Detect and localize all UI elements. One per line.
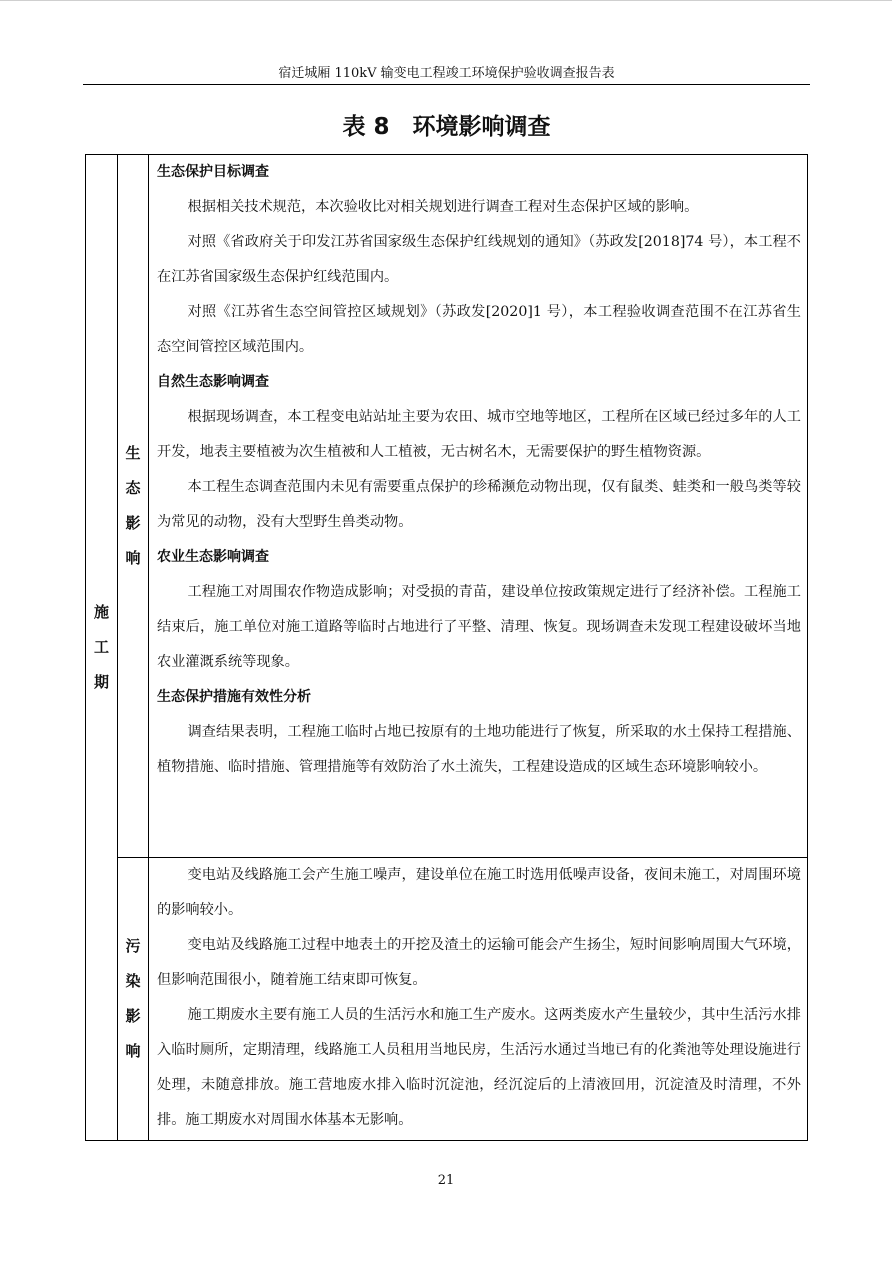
page-number: 21: [437, 1173, 455, 1188]
ecology-label-char: 态: [125, 479, 141, 497]
top-border-line: [0, 0, 892, 1]
ecology-label-char: 生: [125, 444, 141, 462]
paragraph: 施工期废水主要有施工人员的生活污水和施工生产废水。这两类废水产生量较少，其中生活污水排入临时厕所，定期清理，线路施工人员租用当地民房，生活污水通过当地已有的化粪池等处理设施进行处理，未随意排放。施工营地废水排入临时沉淀池，经沉淀后的上清液回用，沉淀渣及时清理，不外排。施工期废水对周围水体基本无影响。: [157, 1007, 801, 1128]
ecology-label-cell: [118, 155, 149, 858]
paragraph: 本工程生态调查范围内未见有需要重点保护的珍稀濒危动物出现，仅有鼠类、蛙类和一般鸟类等较为常见的动物，没有大型野生兽类动物。: [157, 479, 801, 530]
phase-label-char: 施: [93, 603, 109, 621]
pollution-label-char: 染: [125, 972, 141, 990]
section-heading: 生态保护措施有效性分析: [157, 689, 311, 705]
header-rule: [83, 84, 810, 85]
section-heading: 生态保护目标调查: [157, 164, 269, 180]
section-heading: 自然生态影响调查: [157, 374, 269, 390]
pollution-content-cell: [149, 858, 808, 1141]
ecology-label-char: 影: [125, 514, 141, 532]
pollution-label-char: 污: [125, 937, 141, 955]
pollution-label-cell: [118, 858, 149, 1141]
page-header: 宿迁城厢 110kV 输变电工程竣工环境保护验收调查报告表: [278, 66, 615, 81]
paragraph: 根据相关技术规范，本次验收比对相关规划进行调查工程对生态保护区域的影响。: [187, 199, 699, 215]
paragraph: 对照《省政府关于印发江苏省国家级生态保护红线规划的通知》（苏政发[2018]74 号），本工程不在江苏省国家级生态保护红线范围内。: [157, 234, 801, 285]
paragraph: 变电站及线路施工会产生施工噪声，建设单位在施工时选用低噪声设备，夜间未施工，对周围环境的影响较小。: [157, 867, 801, 918]
paragraph: 调查结果表明，工程施工临时占地已按原有的土地功能进行了恢复，所采取的水土保持工程措施、植物措施、临时措施、管理措施等有效防治了水土流失，工程建设造成的区域生态环境影响较小。: [157, 724, 801, 775]
phase-label-char: 期: [93, 673, 109, 691]
impact-survey-table: [85, 154, 808, 1141]
phase-label-char: 工: [93, 638, 109, 656]
ecology-label-char: 响: [125, 549, 141, 567]
pollution-label-char: 响: [125, 1042, 141, 1060]
section-heading: 农业生态影响调查: [157, 549, 269, 565]
paragraph: 变电站及线路施工过程中地表土的开挖及渣土的运输可能会产生扬尘，短时间影响周围大气环境，但影响范围很小，随着施工结束即可恢复。: [157, 937, 801, 988]
paragraph: 对照《江苏省生态空间管控区域规划》（苏政发[2020]1 号），本工程验收调查范围不在江苏省生态空间管控区域范围内。: [157, 304, 801, 355]
phase-label-cell: [86, 155, 118, 1141]
paragraph: 根据现场调查，本工程变电站站址主要为农田、城市空地等地区，工程所在区域已经过多年的人工开发，地表主要植被为次生植被和人工植被，无古树名木，无需要保护的野生植物资源。: [157, 409, 801, 460]
page-title: 表 8 环境影响调查: [342, 114, 551, 140]
ecology-content-cell: [149, 155, 808, 858]
pollution-label-char: 影: [125, 1007, 141, 1025]
paragraph: 工程施工对周围农作物造成影响；对受损的青苗，建设单位按政策规定进行了经济补偿。工程施工结束后，施工单位对施工道路等临时占地进行了平整、清理、恢复。现场调查未发现工程建设破坏当地农业灌溉系统等现象。: [157, 584, 801, 670]
